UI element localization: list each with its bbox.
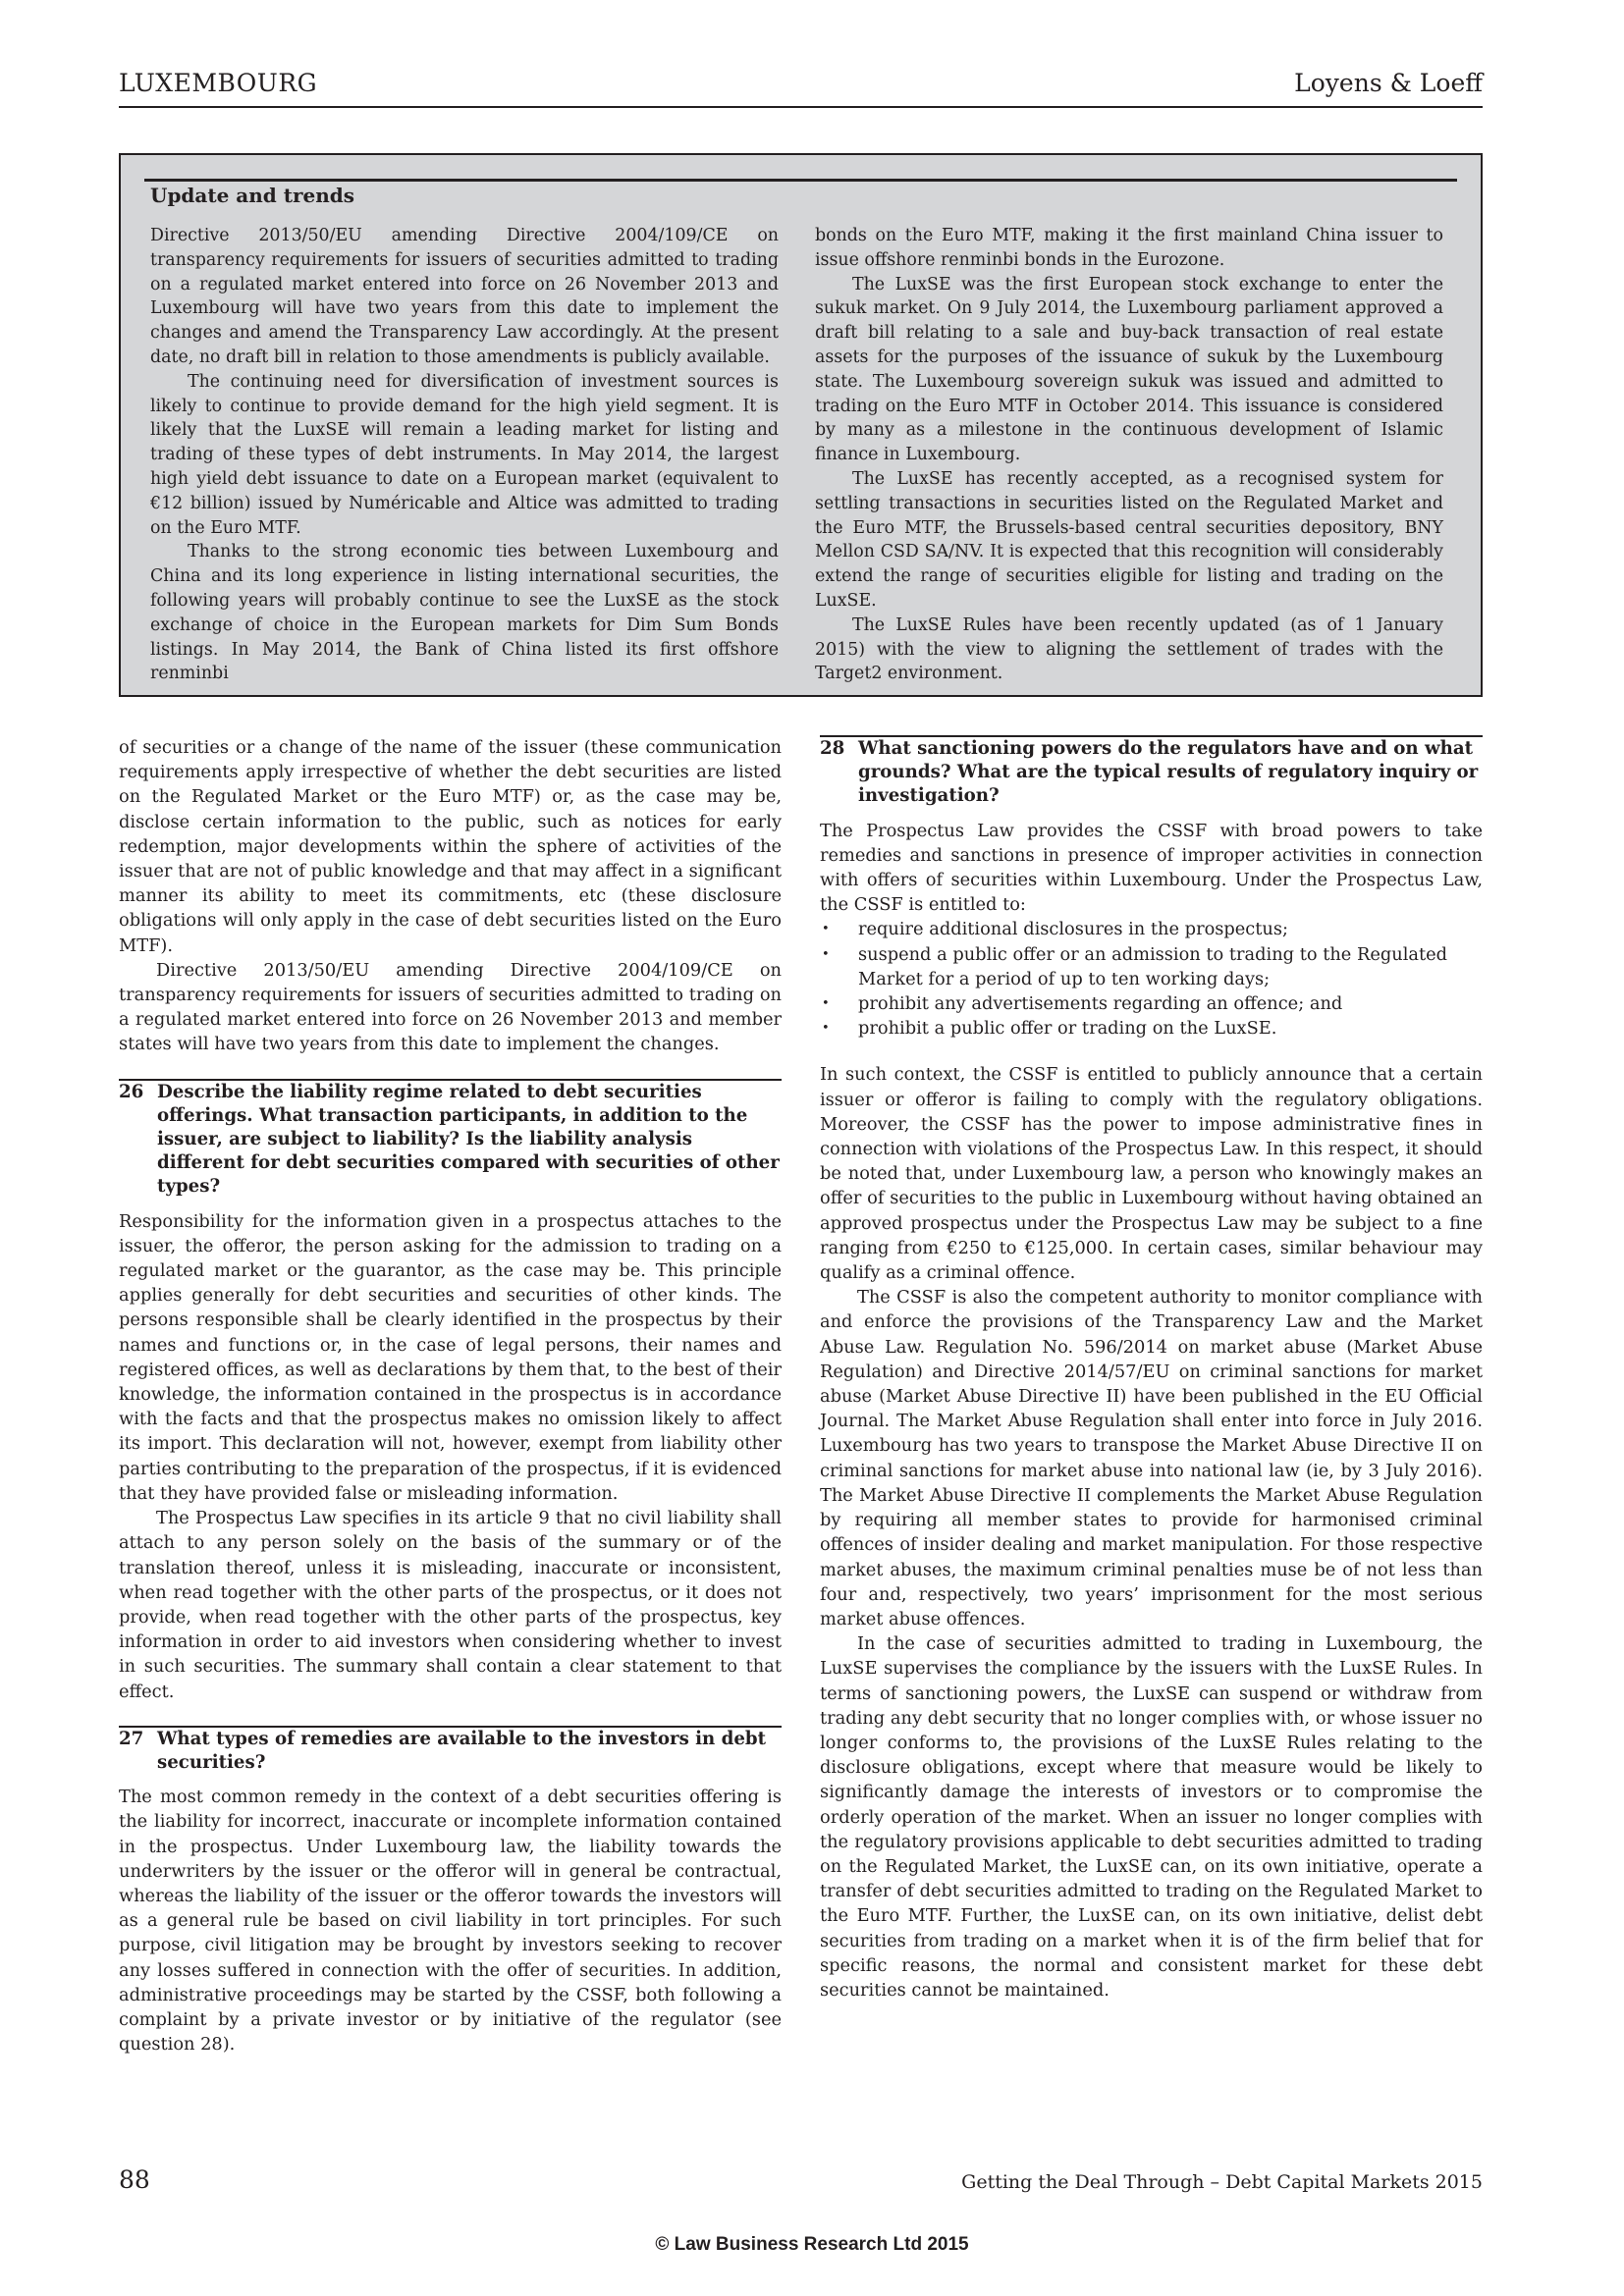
update-and-trends-box bbox=[119, 153, 1483, 697]
question-number: 28 bbox=[820, 738, 845, 759]
question-text: What sanctioning powers do the regulators have and on what grounds? What are the typical results of regulatory inquiry or investigation? bbox=[858, 738, 1479, 807]
copyright-notice: © Law Business Research Ltd 2015 bbox=[655, 2234, 969, 2255]
header-firm: Loyens & Loeff bbox=[1294, 69, 1483, 97]
box-title: Update and trends bbox=[150, 184, 355, 207]
box-left-column bbox=[150, 224, 779, 686]
box-paragraph: The LuxSE has recently accepted, as a recognised system for settling transactions in securities listed on the Regulated Market and the Euro MTF, the Brussels-based central securities depository, BNY Mellon CSD SA/NV. It is expected that this recognition will considerably extend the range of securities eligible for listing and trading on the LuxSE. bbox=[815, 468, 1443, 611]
body-paragraph: of securities or a change of the name of the issuer (these communication requirements apply irrespective of whether the debt securities are listed on the Regulated Market or the Euro MTF) or, as the case may be, disclose certain information to the public, such as notices for early redemption, major developments within the sphere of activities of the issuer that are not of public knowledge and that may affect in a significant manner its ability to meet its commitments, etc (these disclosure obligations will only apply in the case of debt securities listed on the Euro MTF). bbox=[119, 737, 782, 956]
header-rule bbox=[119, 106, 1483, 108]
bullet-item: • suspend a public offer or an admission to trading to the Regulated Market for a period of up to ten working days; bbox=[820, 942, 1483, 991]
body-paragraph: The Prospectus Law provides the CSSF with broad powers to take remedies and sanctions in presence of improper activities in connection with offers of securities within Luxembourg. Under the Prospectus Law, the CSSF is entitled to: bbox=[820, 820, 1483, 916]
question-number: 27 bbox=[119, 1728, 144, 1749]
question-27-heading bbox=[119, 1726, 782, 1775]
box-right-column bbox=[815, 224, 1443, 686]
bullet-item: • prohibit a public offer or trading on the LuxSE. bbox=[820, 1016, 1483, 1041]
left-column bbox=[119, 735, 782, 2056]
question-26-heading bbox=[119, 1079, 782, 1200]
body-paragraph: In such context, the CSSF is entitled to publicly announce that a certain issuer or offeror is failing to comply with the regulatory obligations. Moreover, the CSSF has the power to impose administrative fines in connection with violations of the Prospectus Law. In this respect, it should be noted that, under Luxembourg law, a person who knowingly makes an offer of securities to the public in Luxembourg without having obtained an approved prospectus under the Prospectus Law may be subject to a fine ranging from €250 to €125,000. In certain cases, similar behaviour may qualify as a criminal offence. bbox=[820, 1064, 1483, 1284]
bullet-item: • prohibit any advertisements regarding an offence; and bbox=[820, 991, 1483, 1016]
question-text: What types of remedies are available to the investors in debt securities? bbox=[157, 1728, 767, 1773]
body-paragraph: In the case of securities admitted to trading in Luxembourg, the LuxSE supervises the compliance by the issuers with the LuxSE Rules. In terms of sanctioning powers, the LuxSE can suspend or withdraw from trading any debt security that no longer complies with, or whose issuer no longer conforms to, the provisions of the LuxSE Rules relating to the disclosure obligations, except where that measure would be likely to significantly damage the interests of investors or to compromise the orderly operation of the market. When an issuer no longer complies with the regulatory provisions applicable to debt securities admitted to trading on the Regulated Market, the LuxSE can, on its own initiative, operate a transfer of debt securities admitted to trading on the Regulated Market to the Euro MTF. Further, the LuxSE can, on its own initiative, delist debt securities from trading on a market when it is of the firm belief that for specific reasons, the normal and consistent market for these debt securities cannot be maintained. bbox=[820, 1633, 1483, 2001]
box-paragraph: The continuing need for diversification of investment sources is likely to continue to provide demand for the high yield segment. It is likely that the LuxSE will remain a leading market for listing and trading of these types of debt instruments. In May 2014, the largest high yield debt issuance to date on a European market (equivalent to €12 billion) issued by Numéricable and Altice was admitted to trading on the Euro MTF. bbox=[150, 371, 779, 538]
body-paragraph: Directive 2013/50/EU amending Directive 2004/109/CE on transparency requirements for issuers of securities admitted to trading on a regulated market entered into force on 26 November 2013 and member states will have two years from this date to implement the changes. bbox=[119, 959, 782, 1055]
header-country: LUXEMBOURG bbox=[119, 69, 318, 97]
body-paragraph: The Prospectus Law specifies in its article 9 that no civil liability shall attach to any person solely on the basis of the summary or of the translation thereof, unless it is misleading, inaccurate or inconsistent, when read together with the other parts of the prospectus, or it does not provide, when read together with the other parts of the prospectus, key information in order to aid investors when considering whether to invest in such securities. The summary shall contain a clear statement to that effect. bbox=[119, 1508, 782, 1702]
box-paragraph: Thanks to the strong economic ties between Luxembourg and China and its long experience in listing international securities, the following years will probably continue to see the LuxSE as the stock exchange of choice in the European markets for Dim Sum Bonds listings. In May 2014, the Bank of China listed its first offshore renminbi bbox=[150, 542, 779, 684]
body-paragraph: The most common remedy in the context of a debt securities offering is the liability for incorrect, inaccurate or incomplete information contained in the prospectus. Under Luxembourg law, the liability towards the underwriters by the issuer or the offeror will in general be contractual, whereas the liability of the issuer or the offeror towards the investors will as a general rule be based on civil liability in tort principles. For such purpose, civil litigation may be brought by investors seeking to recover any losses suffered in connection with the offer of securities. In addition, administrative proceedings may be started by the CSSF, both following a complaint by a private investor or by initiative of the regulator (see question 28). bbox=[119, 1787, 782, 2056]
body-paragraph: Responsibility for the information given in a prospectus attaches to the issuer, the offeror, the person asking for the admission to trading on a regulated market or the guarantor, as the case may be. This principle applies generally for debt securities and securities of other kinds. The persons responsible shall be clearly identified in the prospectus by their names and functions or, in the case of legal persons, their names and registered offices, as well as declarations by them that, to the best of their knowledge, the information contained in the prospectus is in accordance with the facts and that the prospectus makes no omission likely to affect its import. This declaration will not, however, exempt from liability other parties contributing to the preparation of the prospectus, if it is evidenced that they have provided false or misleading information. bbox=[119, 1210, 782, 1504]
box-title-rule bbox=[144, 179, 1457, 182]
box-paragraph: The LuxSE was the first European stock exchange to enter the sukuk market. On 9 July 2014, the Luxembourg parliament approved a draft bill relating to a sale and buy-back transaction of real estate assets for the purposes of the issuance of sukuk by the Luxembourg state. The Luxembourg sovereign sukuk was issued and admitted to trading on the Euro MTF in October 2014. This issuance is considered by many as a milestone in the continuous development of Islamic finance in Luxembourg. bbox=[815, 274, 1443, 465]
question-number: 26 bbox=[119, 1081, 144, 1102]
box-paragraph: Directive 2013/50/EU amending Directive 2004/109/CE on transparency requirements for issuers of securities admitted to trading on a regulated market entered into force on 26 November 2013 and Luxembourg will have two years from this date to implement the changes and amend the Transparency Law accordingly. At the present date, no draft bill in relation to those amendments is publicly available. bbox=[150, 226, 779, 367]
publication-title: Getting the Deal Through – Debt Capital Markets 2015 bbox=[961, 2171, 1483, 2193]
question-28-heading bbox=[820, 735, 1483, 809]
question-text: Describe the liability regime related to debt securities offerings. What transaction participants, in addition to the issuer, are subject to liability? Is the liability analysis different for debt securities compared with securities of other types? bbox=[157, 1081, 780, 1198]
right-column bbox=[820, 735, 1483, 2002]
page-number: 88 bbox=[119, 2165, 150, 2194]
bullet-item: • require additional disclosures in the prospectus; bbox=[820, 917, 1483, 941]
bullet-list bbox=[820, 917, 1483, 1041]
box-paragraph: The LuxSE Rules have been recently updated (as of 1 January 2015) with the view to aligning the settlement of trades with the Target2 environment. bbox=[815, 614, 1443, 684]
box-paragraph: bonds on the Euro MTF, making it the first mainland China issuer to issue offshore renminbi bonds in the Eurozone. bbox=[815, 226, 1443, 270]
body-paragraph: The CSSF is also the competent authority to monitor compliance with and enforce the provisions of the Transparency Law and the Market Abuse Law. Regulation No. 596/2014 on market abuse (Market Abuse Regulation) and Directive 2014/57/EU on criminal sanctions for market abuse (Market Abuse Directive II) have been published in the EU Official Journal. The Market Abuse Regulation shall enter into force in July 2016. Luxembourg has two years to transpose the Market Abuse Directive II on criminal sanctions for market abuse into national law (ie, by 3 July 2016). The Market Abuse Directive II complements the Market Abuse Regulation by requiring all member states to provide for harmonised criminal offences of insider dealing and market manipulation. For those respective market abuses, the maximum criminal penalties muse be of not less than four and, respectively, two years’ imprisonment for the most serious market abuse offences. bbox=[820, 1287, 1483, 1629]
